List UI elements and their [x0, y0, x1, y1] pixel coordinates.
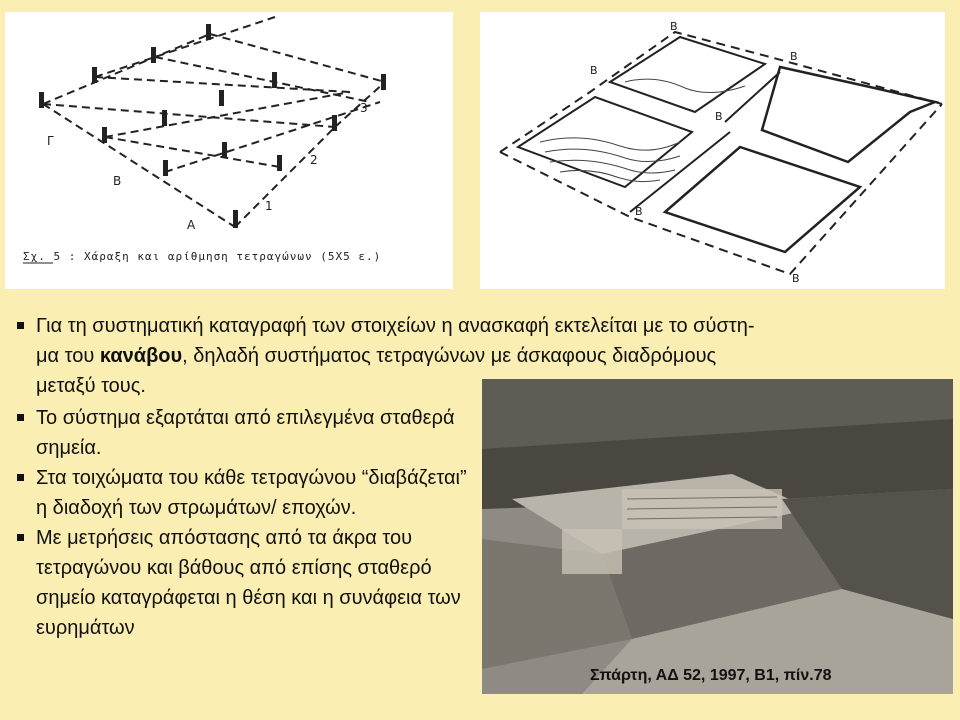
bullet-marker-icon — [17, 534, 24, 541]
bullet-text: Με μετρήσεις απόστασης από τα άκρα του τετραγώνου και βάθους από επίσης σταθερό σημείο καταγράφεται η θέση και η συνάφεια των ευρημάτων — [36, 527, 461, 639]
bullet-marker-icon — [17, 322, 24, 329]
marker-label: Β — [670, 20, 678, 33]
bullet-item — [17, 523, 482, 643]
trench-drawing — [480, 12, 945, 289]
bullet-item — [17, 403, 482, 463]
bullet-text: Στα τοιχώματα του κάθε τετραγώνου “διαβάζεται” η διαδοχή των στρωμάτων/ εποχών. — [36, 467, 467, 519]
trench-sketch — [480, 12, 945, 289]
grid-sketch — [5, 12, 453, 289]
bullet-marker-icon — [17, 414, 24, 421]
photo-sketch — [482, 379, 953, 694]
row-label-a: Α — [187, 218, 196, 232]
grid-caption: Σχ. 5 : Χάραξη και αρίθμηση τετραγώνων (5Χ5 ε.) — [23, 250, 382, 263]
grid-stakes — [39, 24, 386, 228]
grid-layout-drawing — [5, 12, 453, 289]
marker-label: Β — [792, 272, 800, 285]
marker-label: Β — [635, 205, 643, 218]
bullet-item — [17, 463, 482, 523]
excavation-photo — [482, 379, 953, 694]
col-label-3: 3 — [360, 101, 368, 115]
bullet-list-left — [17, 403, 482, 643]
col-label-2: 2 — [310, 153, 318, 167]
bullet-text: Το σύστημα εξαρτάται από επιλεγμένα σταθερά σημεία. — [36, 407, 455, 459]
bullet-text: μεταξύ τους. — [36, 375, 146, 397]
photo-credit: Σπάρτη, ΑΔ 52, 1997, Β1, πίν.78 — [590, 667, 832, 684]
bullet-marker-icon — [17, 474, 24, 481]
marker-label: Β — [790, 50, 798, 63]
marker-label: Β — [590, 64, 598, 77]
bullet-text: μα του κανάβου, δηλαδή συστήματος τετραγώνων με άσκαφους διαδρόμους — [36, 345, 717, 367]
trench-squares — [518, 37, 765, 187]
col-label-1: 1 — [265, 199, 273, 213]
marker-label: Β — [715, 110, 723, 123]
row-label-b: Β — [113, 174, 122, 188]
bullet-text: Για τη συστηματική καταγραφή των στοιχείων η ανασκαφή εκτελείται με το σύστη- — [36, 315, 755, 337]
row-label-g: Γ — [47, 134, 54, 148]
